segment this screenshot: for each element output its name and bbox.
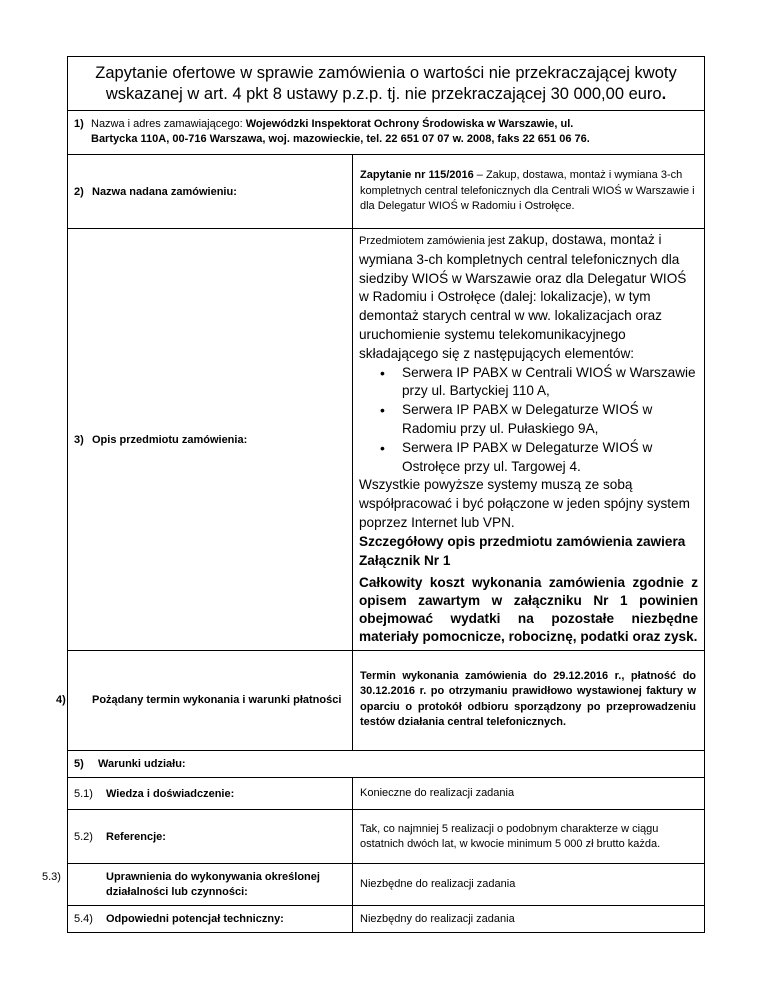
description-intro-small: Przedmiotem zamówienia jest bbox=[359, 235, 509, 247]
list-item: • Serwera IP PABX w Delegaturze WIOŚ w Ostrołęce przy ul. Targowej 4. bbox=[359, 439, 698, 477]
section-5-row bbox=[68, 751, 705, 778]
condition-label: Odpowiedni potencjał techniczny: bbox=[106, 913, 284, 926]
section-2-label: Nazwa nadana zamówieniu: bbox=[92, 185, 237, 198]
condition-value: Niezbędne do realizacji zadania bbox=[353, 864, 705, 906]
condition-value: Tak, co najmniej 5 realizacji o podobnym charakterze w ciągu ostatnich dwóch lat, w kwocie minimum 5 000 zł brutto każda. bbox=[353, 810, 705, 864]
condition-number: 5.4) bbox=[74, 913, 93, 926]
condition-number: 5.3) bbox=[42, 870, 61, 883]
offer-request-table bbox=[42, 56, 705, 933]
integration-note: Wszystkie powyższe systemy muszą ze sobą współpracować i być połączone w jeden spójny system poprzez Internet lub VPN. bbox=[359, 477, 690, 530]
section-2-label-cell bbox=[68, 155, 353, 229]
total-cost-note: Całkowity koszt wykonania zamówienia zgodnie z opisem zawartym w załączniku Nr 1 powinien obejmować wydatki na pozostałe niezbędne materiały pomocnicze, robociznę, podatki oraz zysk. bbox=[359, 575, 699, 645]
section-4-label: Pożądany termin wykonania i warunki płatności bbox=[92, 694, 342, 707]
section-5-number: 5) bbox=[74, 758, 84, 771]
list-item: • Serwera IP PABX w Delegaturze WIOŚ w Radomiu przy ul. Pułaskiego 9A, bbox=[359, 401, 698, 439]
section-4-row bbox=[68, 651, 705, 751]
section-2-number: 2) bbox=[74, 185, 84, 198]
title-line-1: Zapytanie ofertowe w sprawie zamówienia o wartości nie przekraczającej kwoty bbox=[95, 64, 677, 82]
order-name-description: – Zakup, dostawa, montaż i wymiana 3-ch kompletnych central telefonicznych dla Centrali WIOŚ w Warszawie i dla Delegatur WIOŚ w Radomiu i Ostrołęce. bbox=[360, 169, 695, 213]
document-page bbox=[42, 56, 704, 933]
section-2-row bbox=[68, 155, 705, 229]
condition-value: Niezbędny do realizacji zadania bbox=[353, 906, 705, 933]
condition-row bbox=[68, 864, 705, 906]
condition-label: Referencje: bbox=[106, 830, 166, 843]
title-line-2-period: . bbox=[661, 85, 667, 103]
condition-label: Wiedza i doświadczenie: bbox=[106, 787, 235, 800]
conditions-header-cell bbox=[68, 751, 705, 778]
section-1-label: Nazwa i adres zamawiającego: bbox=[91, 118, 246, 130]
document-title bbox=[68, 57, 705, 111]
order-name-cell bbox=[353, 155, 705, 229]
condition-number: 5.1) bbox=[74, 787, 93, 800]
condition-number: 5.2) bbox=[74, 830, 93, 843]
section-4-number: 4) bbox=[56, 694, 66, 707]
title-row bbox=[68, 57, 705, 111]
condition-row bbox=[68, 778, 705, 810]
order-description-cell bbox=[353, 229, 705, 651]
condition-label-cell bbox=[68, 906, 353, 933]
deadline-payment-cell bbox=[353, 651, 705, 751]
condition-row bbox=[68, 810, 705, 864]
section-3-label-cell bbox=[68, 229, 353, 651]
condition-value: Konieczne do realizacji zadania bbox=[353, 778, 705, 810]
order-reference: Zapytanie nr 115/2016 bbox=[360, 169, 474, 182]
contracting-authority-cell bbox=[68, 111, 705, 155]
condition-label-cell bbox=[42, 864, 353, 906]
section-5-label: Warunki udziału: bbox=[98, 758, 186, 771]
section-3-label: Opis przedmiotu zamówienia: bbox=[92, 433, 248, 446]
condition-row bbox=[68, 906, 705, 933]
section-3-number: 3) bbox=[74, 433, 84, 446]
condition-label: Uprawnienia do wykonywania określonej działalności lub czynności: bbox=[106, 870, 320, 898]
list-item: • Serwera IP PABX w Centrali WIOŚ w Warszawie przy ul. Bartyckiej 110 A, bbox=[359, 364, 698, 402]
condition-label-cell bbox=[68, 810, 353, 864]
authority-address: Bartycka 110A, 00-716 Warszawa, woj. mazowieckie, tel. 22 651 07 07 w. 2008, faks 22 651 06 76. bbox=[91, 133, 590, 145]
section-3-row bbox=[68, 229, 705, 651]
condition-label-cell bbox=[68, 778, 353, 810]
description-intro: zakup, dostawa, montaż i wymiana 3-ch kompletnych central telefonicznych dla siedziby WIOŚ w Warszawie oraz dla Delegatur WIOŚ w Radomiu i Ostrołęce (dalej: lokalizacje), w tym demontaż starych central w ww. lokalizacjach oraz uruchomienie systemu telekomunikacyjnego składającego się z następujących elementów: bbox=[359, 232, 687, 361]
deadline-payment-text: Termin wykonania zamówienia do 29.12.2016 r., płatność do 30.12.2016 r. po otrzymaniu prawidłowo wystawionej faktury w oparciu o protokół odbioru sporządzony po przeprowadzeniu testów działania central telefonicznych. bbox=[360, 670, 697, 729]
section-1-row bbox=[68, 111, 705, 155]
server-list bbox=[359, 364, 698, 477]
section-4-label-cell bbox=[56, 651, 353, 751]
authority-name: Wojewódzki Inspektorat Ochrony Środowiska w Warszawie, ul. bbox=[245, 118, 574, 130]
title-line-2: wskazanej w art. 4 pkt 8 ustawy p.z.p. tj. nie przekraczającej 30 000,00 euro bbox=[105, 85, 662, 103]
attachment-reference: Szczegółowy opis przedmiotu zamówienia zawiera Załącznik Nr 1 bbox=[359, 533, 686, 568]
section-1-number: 1) bbox=[74, 118, 84, 130]
